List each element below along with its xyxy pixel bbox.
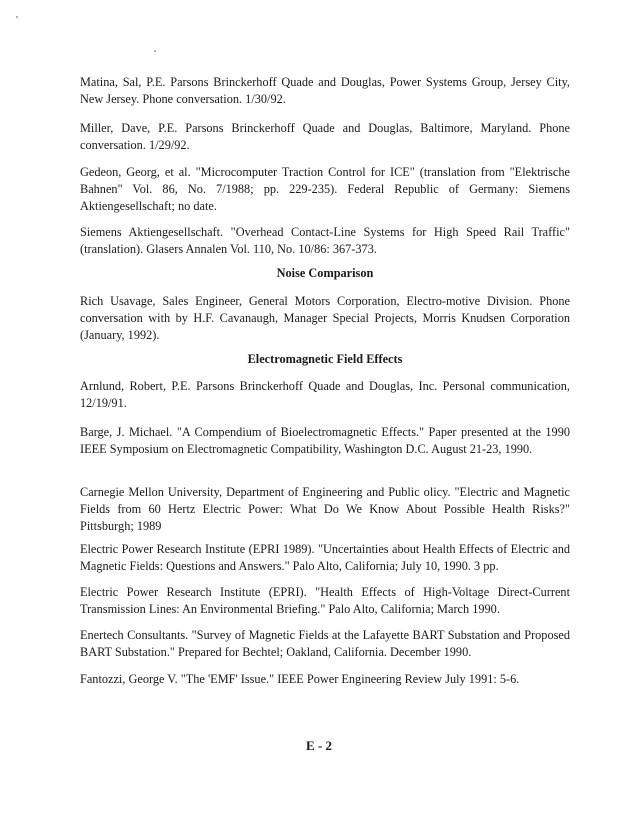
reference-entry: Matina, Sal, P.E. Parsons Brinckerhoff Quade and Douglas, Power Systems Group, Jersey City, New Jersey. Phone conversation. 1/30/92.: [80, 75, 570, 106]
reference-entry: Electric Power Research Institute (EPRI 1989). "Uncertainties about Health Effects of Electric and Magnetic Fields: Questions and Answers." Palo Alto, California; July 10, 1990. 3 pp.: [80, 542, 570, 573]
reference-entry: Enertech Consultants. "Survey of Magnetic Fields at the Lafayette BART Substation and Proposed BART Substation." Prepared for Bechtel; Oakland, California. December 1990.: [80, 628, 570, 659]
reference-entry: Fantozzi, George V. "The 'EMF' Issue." IEEE Power Engineering Review July 1991: 5-6.: [80, 672, 520, 686]
scan-speck: [154, 50, 156, 52]
reference-entry: Carnegie Mellon University, Department of Engineering and Public olicy. "Electric and Magnetic Fields from 60 Hertz Electric Power: What Do We Know About Possible Health Risks?" Pittsburgh; 1989: [80, 485, 570, 533]
reference-entry: Siemens Aktiengesellschaft. "Overhead Contact-Line Systems for High Speed Rail Traffic" (translation). Glasers Annalen Vol. 110, No. 10/86: 367-373.: [80, 225, 570, 256]
page-number: E - 2: [306, 738, 332, 753]
reference-entry: Rich Usavage, Sales Engineer, General Motors Corporation, Electro-motive Division. Phone conversation with by H.F. Cavanaugh, Manager Special Projects, Morris Knudsen Corporation (January, 1992).: [80, 294, 570, 342]
section-heading-noise: Noise Comparison: [276, 266, 374, 280]
section-heading-emf: Electromagnetic Field Effects: [247, 352, 403, 366]
reference-entry: Electric Power Research Institute (EPRI). "Health Effects of High-Voltage Direct-Current Transmission Lines: An Environmental Briefing." Palo Alto, California; March 1990.: [80, 585, 570, 616]
reference-entry: Gedeon, Georg, et al. "Microcomputer Traction Control for ICE" (translation from "Elektrische Bahnen" Vol. 86, No. 7/1988; pp. 229-235). Federal Republic of Germany: Siemens Aktiengesellschaft; no date.: [80, 165, 570, 213]
scan-speck: [16, 16, 18, 18]
reference-entry: Barge, J. Michael. "A Compendium of Bioelectromagnetic Effects." Paper presented at the 1990 IEEE Symposium on Electromagnetic Compatibility, Washington D.C. August 21-23, 1990.: [80, 425, 570, 456]
reference-entry: Arnlund, Robert, P.E. Parsons Brinckerhoff Quade and Douglas, Inc. Personal communication, 12/19/91.: [80, 379, 570, 410]
reference-entry: Miller, Dave, P.E. Parsons Brinckerhoff Quade and Douglas, Baltimore, Maryland. Phone conversation. 1/29/92.: [80, 121, 570, 152]
